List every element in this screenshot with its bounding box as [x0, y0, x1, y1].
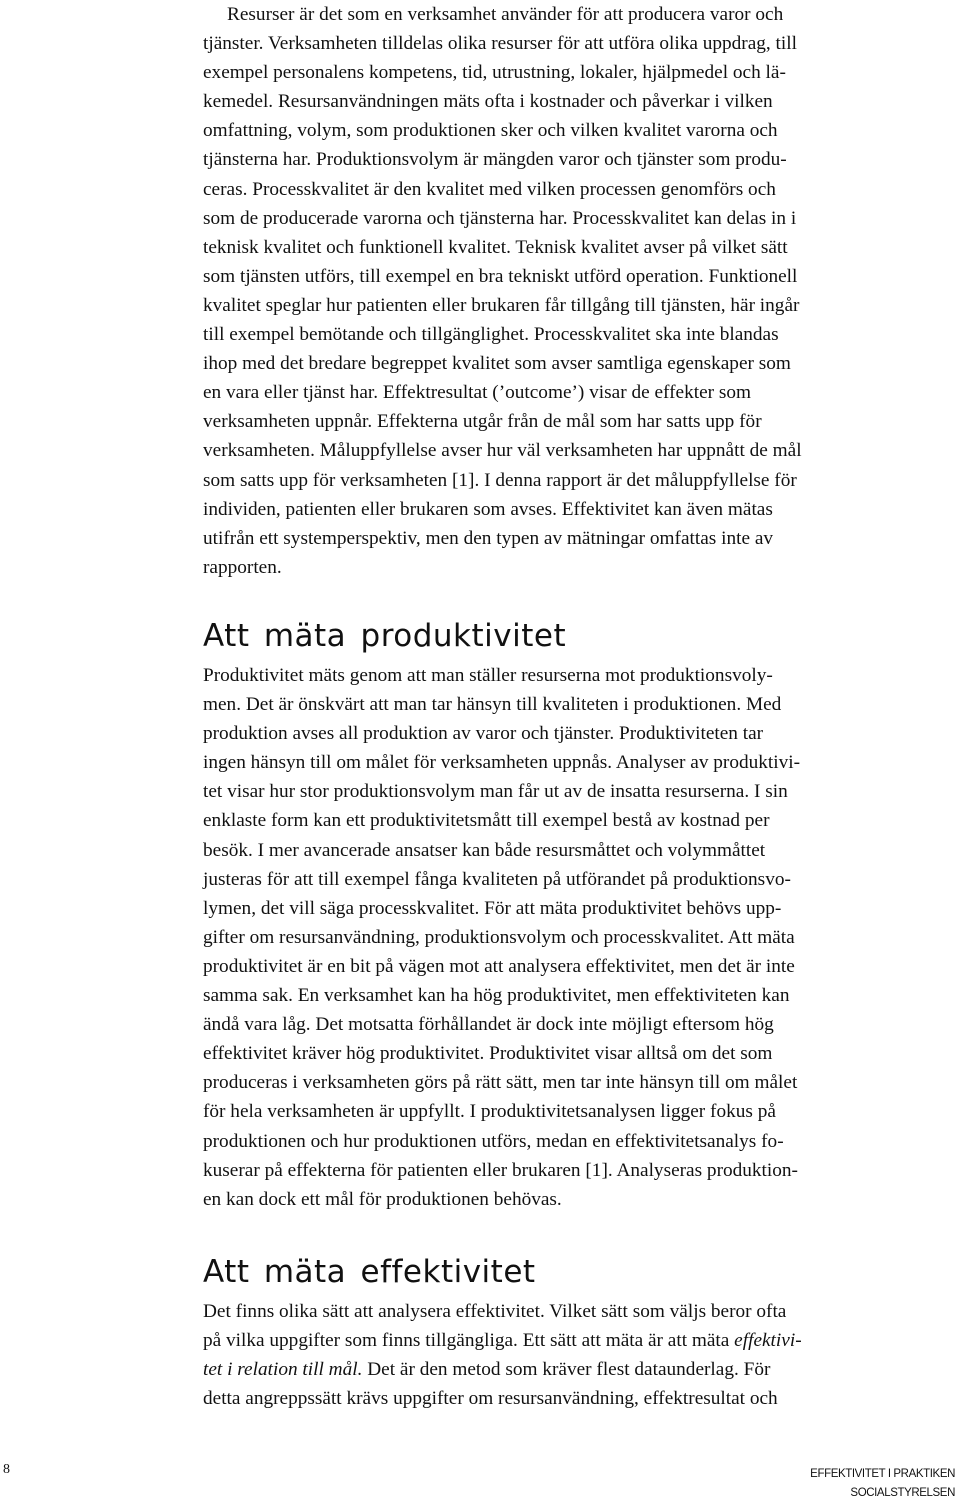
report-title: EFFEKTIVITET I PRAKTIKEN	[810, 1468, 955, 1480]
productivity-line: kuserar på effekterna för patienten eller brukaren [1]. Analyseras produktion-	[203, 1159, 798, 1181]
productivity-line: besök. I mer avancerade ansatser kan både resursmåttet och volymmåttet	[203, 839, 766, 861]
intro-line: rapporten.	[203, 556, 282, 578]
page-footer	[810, 1465, 955, 1503]
intro-line: till exempel bemötande och tillgänglighet. Processkvalitet ska inte blandas	[203, 324, 779, 346]
intro-line: tjänster. Verksamheten tilldelas olika resurser för att utföra olika uppdrag, till	[203, 33, 797, 55]
productivity-line: effektivitet kräver hög produktivitet. Produktivitet visar alltså om det som	[203, 1043, 773, 1065]
intro-line: teknisk kvalitet och funktionell kvalitet. Teknisk kvalitet avser på vilket sätt	[203, 236, 788, 258]
productivity-line: tet visar hur stor produktionsvolym man får ut av de insatta resurserna. I sin	[203, 781, 788, 803]
intro-line: verksamheten. Måluppfyllelse avser hur väl verksamheten har uppnått de mål	[203, 440, 802, 462]
productivity-line: en kan dock ett mål för produktionen behövas.	[203, 1188, 562, 1210]
intro-line: en vara eller tjänst har. Effektresultat (’outcome’) visar de effekter som	[203, 382, 752, 404]
emphasis-text: effektivi-	[734, 1330, 802, 1352]
intro-line: kemedel. Resursanvändningen mäts ofta i kostnader och påverkar i vilken	[203, 91, 773, 113]
efficiency-paragraph	[203, 1297, 955, 1413]
intro-line: tjänsterna har. Produktionsvolym är mängden varor och tjänster som produ-	[203, 149, 787, 171]
productivity-line: samma sak. En verksamhet kan ha hög produktivitet, men effektiviteten kan	[203, 985, 790, 1007]
productivity-line: produceras i verksamheten görs på rätt sätt, men tar inte hänsyn till om målet	[203, 1072, 798, 1094]
productivity-line: ändå vara låg. Det motsatta förhållandet är dock inte möjligt eftersom hög	[203, 1014, 774, 1036]
page-number: 8	[3, 1462, 10, 1477]
publisher-name: SOCIALSTYRELSEN	[850, 1487, 955, 1499]
intro-line: Resurser är det som en verksamhet använder för att producera varor och	[227, 4, 784, 25]
efficiency-line-text: Det är den metod som kräver flest dataunderlag. För	[362, 1359, 771, 1381]
heading-efficiency: Att mäta effektivitet	[203, 1254, 536, 1290]
efficiency-line	[203, 1326, 955, 1355]
efficiency-line	[203, 1355, 955, 1384]
intro-line: ihop med det bredare begreppet kvalitet som avser samtliga egenskaper som	[203, 353, 791, 375]
productivity-line: för hela verksamheten är uppfyllt. I produktivitetsanalysen ligger fokus på	[203, 1101, 776, 1123]
productivity-line: gifter om resursanvändning, produktionsvolym och processkvalitet. Att mäta	[203, 926, 795, 948]
productivity-line: men. Det är önskvärt att man tar hänsyn till kvaliteten i produktionen. Med	[203, 694, 782, 716]
intro-line: individen, patienten eller brukaren som avses. Effektivitet kan även mätas	[203, 498, 773, 520]
productivity-line: justeras för att till exempel fånga kvaliteten på utförandet på produktionsvo-	[203, 868, 791, 890]
productivity-line: produktivitet är en bit på vägen mot att analysera effektivitet, men det är inte	[203, 955, 795, 977]
productivity-line: produktion avses all produktion av varor och tjänster. Produktiviteten tar	[203, 723, 764, 745]
intro-line: omfattning, volym, som produktionen sker och vilken kvalitet varorna och	[203, 120, 778, 142]
intro-paragraph	[203, 0, 955, 582]
intro-line: kvalitet speglar hur patienten eller brukaren får tillgång till tjänsten, här ingår	[203, 294, 800, 316]
productivity-line: lymen, det vill säga processkvalitet. För att mäta produktivitet behövs upp-	[203, 897, 782, 919]
productivity-line: produktionen och hur produktionen utförs, medan en effektivitetsanalys fo-	[203, 1130, 784, 1152]
efficiency-line-text: på vilka uppgifter som finns tillgängliga. Ett sätt att mäta är att mäta	[203, 1330, 735, 1352]
intro-line: utifrån ett systemperspektiv, men den typen av mätningar omfattas inte av	[203, 527, 774, 549]
intro-line: verksamheten uppnår. Effekterna utgår från de mål som har satts upp för	[203, 411, 762, 433]
intro-line: som tjänsten utförs, till exempel en bra tekniskt utförd operation. Funktionell	[203, 265, 798, 287]
productivity-line: ingen hänsyn till om målet för verksamheten uppnås. Analyser av produktivi-	[203, 752, 801, 774]
efficiency-line: detta angreppssätt krävs uppgifter om resursanvändning, effektresultat och	[203, 1388, 778, 1410]
intro-line: som de producerade varorna och tjänsterna har. Processkvalitet kan delas in i	[203, 207, 797, 229]
efficiency-line: Det finns olika sätt att analysera effektivitet. Vilket sätt som väljs beror ofta	[203, 1301, 787, 1322]
emphasis-text: tet i relation till mål.	[203, 1359, 363, 1381]
productivity-line: Produktivitet mäts genom att man ställer resurserna mot produktionsvoly-	[203, 665, 773, 686]
intro-line: ceras. Processkvalitet är den kvalitet med vilken processen genomförs och	[203, 178, 776, 200]
intro-line: exempel personalens kompetens, tid, utrustning, lokaler, hjälpmedel och lä-	[203, 62, 786, 84]
productivity-line: enklaste form kan ett produktivitetsmått till exempel bestå av kostnad per	[203, 810, 770, 832]
intro-line: som satts upp för verksamheten [1]. I denna rapport är det måluppfyllelse för	[203, 469, 797, 491]
productivity-paragraph	[203, 661, 955, 1214]
heading-productivity: Att mäta produktivitet	[203, 618, 567, 654]
